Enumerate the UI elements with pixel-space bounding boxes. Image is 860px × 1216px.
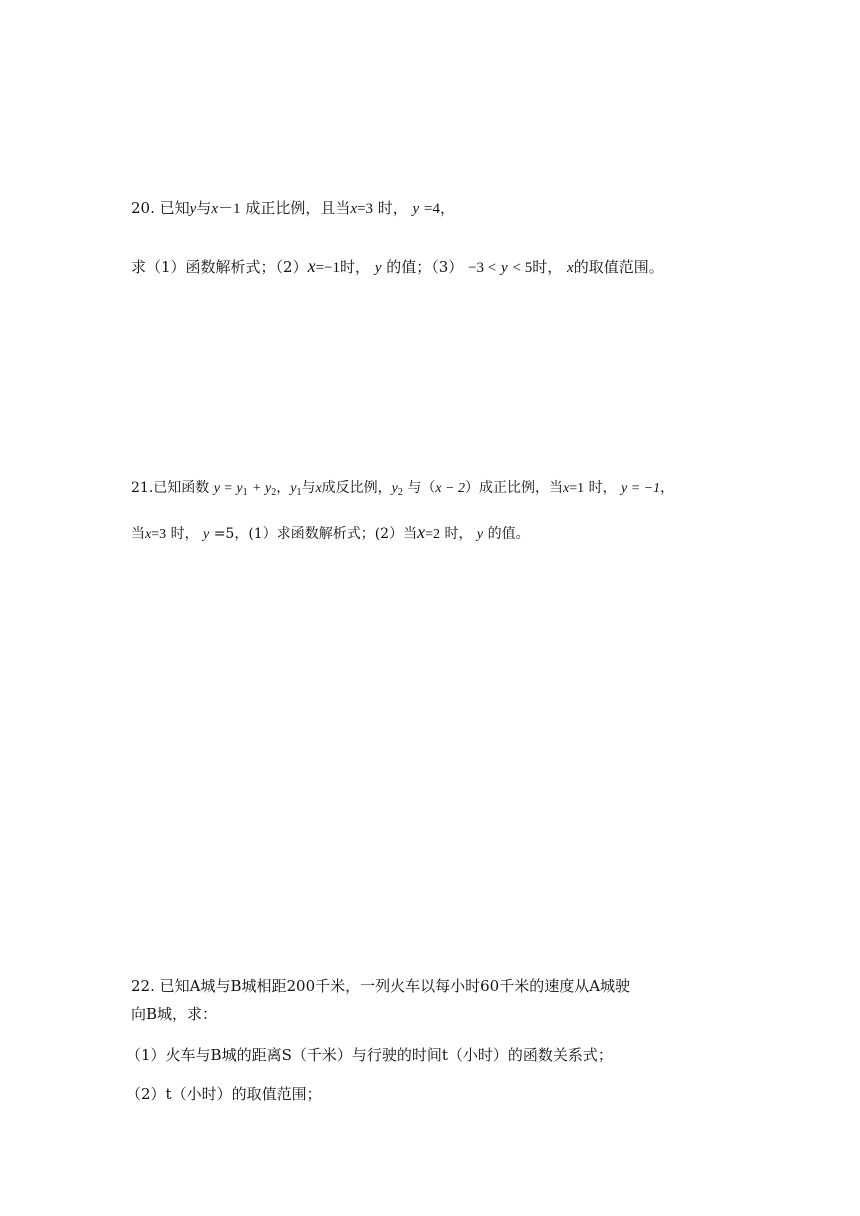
q21-text: =1	[569, 481, 585, 496]
q20-text: 的值；（3）	[386, 258, 464, 276]
math-var: x	[307, 256, 316, 276]
math-var: y	[412, 201, 420, 217]
q20-text: 时，	[377, 199, 408, 217]
math-var: y	[476, 527, 484, 542]
q21-text: =5，(1）求函数解析式；(2）当	[213, 526, 418, 542]
q21-text: =3	[151, 527, 167, 542]
q21-text: 的值。	[487, 526, 530, 542]
q20-line-1	[131, 198, 455, 219]
q21-text: 成反比例，	[321, 480, 392, 496]
math-var: x	[350, 201, 357, 217]
q20-text: =−1	[315, 260, 341, 276]
q22-line-3: （1）火车与B城的距离S（千米）与行驶的时间t（小时）的函数关系式；	[126, 1046, 613, 1064]
q20-text: 已知	[159, 199, 190, 217]
q20-text: =3	[357, 201, 373, 217]
q20-line-2	[131, 256, 664, 278]
q21-text: 与	[301, 480, 316, 496]
q21-line-1	[131, 478, 674, 499]
q21-text: 时，	[444, 526, 473, 542]
q21-text: 时，	[170, 526, 199, 542]
q20-text: 成正比例，且当	[245, 199, 351, 217]
q20-text: < 5	[512, 260, 533, 276]
q20-text: 与	[196, 199, 212, 217]
q21-line-2	[131, 522, 530, 545]
math-var: y	[189, 201, 197, 217]
q20-number: 20.	[131, 199, 155, 217]
q20-text: 时，	[532, 258, 563, 276]
math-var: x	[315, 481, 322, 496]
math-sub: 2	[271, 487, 277, 498]
math-var: x	[417, 522, 426, 542]
math-sub: 2	[397, 487, 403, 498]
q20-text: −3 <	[468, 260, 497, 276]
math-sub: 1	[296, 487, 302, 498]
math-var: y	[290, 481, 297, 496]
q20-text: 的取值范围。	[573, 258, 664, 276]
q21-text: ，	[660, 480, 675, 496]
q21-text: 时，	[588, 480, 617, 496]
q20-text: 时，	[340, 258, 371, 276]
q22-line-4: （2）t（小时）的取值范围；	[126, 1085, 322, 1103]
math-var: x	[567, 260, 574, 276]
q22-line-1: 22. 已知A城与B城相距200千米，一列火车以每小时60千米的速度从A城驶	[131, 977, 631, 995]
q21-text: ）成正比例，当	[465, 480, 563, 496]
math-var: y	[391, 481, 398, 496]
q21-text: 当	[131, 526, 145, 542]
math-expr: y = −1	[621, 481, 661, 496]
math-var: x	[211, 201, 219, 217]
math-var: y	[501, 260, 508, 276]
q20-text: 求（1）函数解析式；（2）	[131, 258, 308, 276]
q21-text: 与（	[407, 480, 436, 496]
q21-text: ，	[276, 480, 291, 496]
math-expr: y = y	[213, 481, 243, 496]
math-var: y	[203, 527, 210, 542]
math-sub: 1	[242, 487, 248, 498]
math-var: x	[145, 527, 152, 542]
q20-text: －1	[218, 201, 241, 217]
math-expr: + y	[252, 481, 272, 496]
math-expr: x − 2	[435, 481, 465, 496]
math-var: y	[374, 260, 382, 276]
q20-text: =4，	[424, 201, 455, 217]
q21-number: 21.	[131, 480, 154, 496]
math-var: x	[563, 481, 570, 496]
q22-line-2: 向B城，求：	[131, 1005, 218, 1023]
q21-text: =2	[425, 527, 440, 542]
q21-text: 已知函数	[153, 480, 210, 496]
